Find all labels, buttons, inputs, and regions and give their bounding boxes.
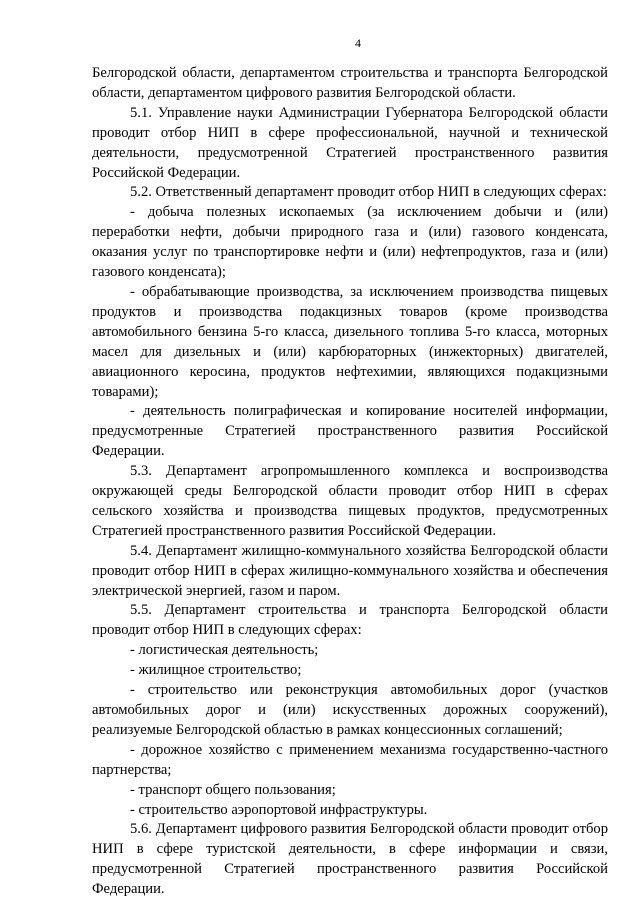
list-item-housing: - жилищное строительство; bbox=[130, 662, 302, 679]
paragraph-5-5: 5.5. Департамент строительства и транспорта Белгородской области проводит отбор НИП в следующих сферах: bbox=[92, 602, 608, 639]
list-item-printing: - деятельность полиграфическая и копирование носителей информации, предусмотренные Стратегией пространственного развития Российской Федерации. bbox=[92, 403, 608, 460]
list-item-airport: - строительство аэропортовой инфраструктуры. bbox=[130, 801, 428, 818]
list-item-logistics: - логистическая деятельность; bbox=[130, 642, 319, 659]
page-number: 4 bbox=[355, 36, 361, 50]
list-item-public-transport: - транспорт общего пользования; bbox=[130, 781, 336, 798]
body-text bbox=[92, 64, 608, 900]
list-item-manufacturing: - обрабатывающие производства, за исключением производства пищевых продуктов и производства подакцизных товаров (кроме производства автомобильного бензина 5-го класса, дизельного топлива 5-го класса, моторных масел для дизельных и (или) карбюраторных (инжекторных) двигателей, авиационного керосина, продуктов нефтехимии, являющихся подакцизными товарами); bbox=[92, 283, 608, 400]
paragraph-5-6: 5.6. Департамент цифрового развития Белгородской области проводит отбор НИП в сфере туристской деятельности, в сфере информации и связи, предусмотренной Стратегией пространственного развития Российской Федерации. bbox=[92, 821, 608, 898]
list-item-mining: - добыча полезных ископаемых (за исключением добычи и (или) переработки нефти, добычи природного газа и (или) газового конденсата, оказания услуг по транспортировке нефти и (или) нефтепродуктов, газа и (или) газового конденсата); bbox=[92, 204, 608, 281]
paragraph-5-2: 5.2. Ответственный департамент проводит отбор НИП в следующих сферах: bbox=[130, 184, 607, 201]
paragraph-5-3: 5.3. Департамент агропромышленного комплекса и воспроизводства окружающей среды Белгородской области проводит отбор НИП в сферах сельского хозяйства и производства пищевых продуктов, предусмотренных Стратегией пространственного развития Российской Федерации. bbox=[92, 463, 608, 539]
list-item-roads: - строительство или реконструкция автомобильных дорог (участков автомобильных дорог и (или) искусственных дорожных сооружений), реализуемые Белгородской областью в рамках концессионных соглашений; bbox=[92, 682, 608, 738]
paragraph-5-1: 5.1. Управление науки Администрации Губернатора Белгородской области проводит отбор НИП в сфере профессиональной, научной и технической деятельности, предусмотренной Стратегией пространственного развития Российской Федерации. bbox=[92, 104, 608, 181]
list-item-road-ppp: - дорожное хозяйство с применением механизма государственно-частного партнерства; bbox=[92, 741, 608, 778]
paragraph-continuation: Белгородской области, департаментом строительства и транспорта Белгородской области, департаментом цифрового развития Белгородской области. bbox=[92, 65, 608, 101]
paragraph-5-4: 5.4. Департамент жилищно-коммунального хозяйства Белгородской области проводит отбор НИП в сферах жилищно-коммунального хозяйства и обеспечения электрической энергией, газом и паром. bbox=[92, 542, 608, 599]
